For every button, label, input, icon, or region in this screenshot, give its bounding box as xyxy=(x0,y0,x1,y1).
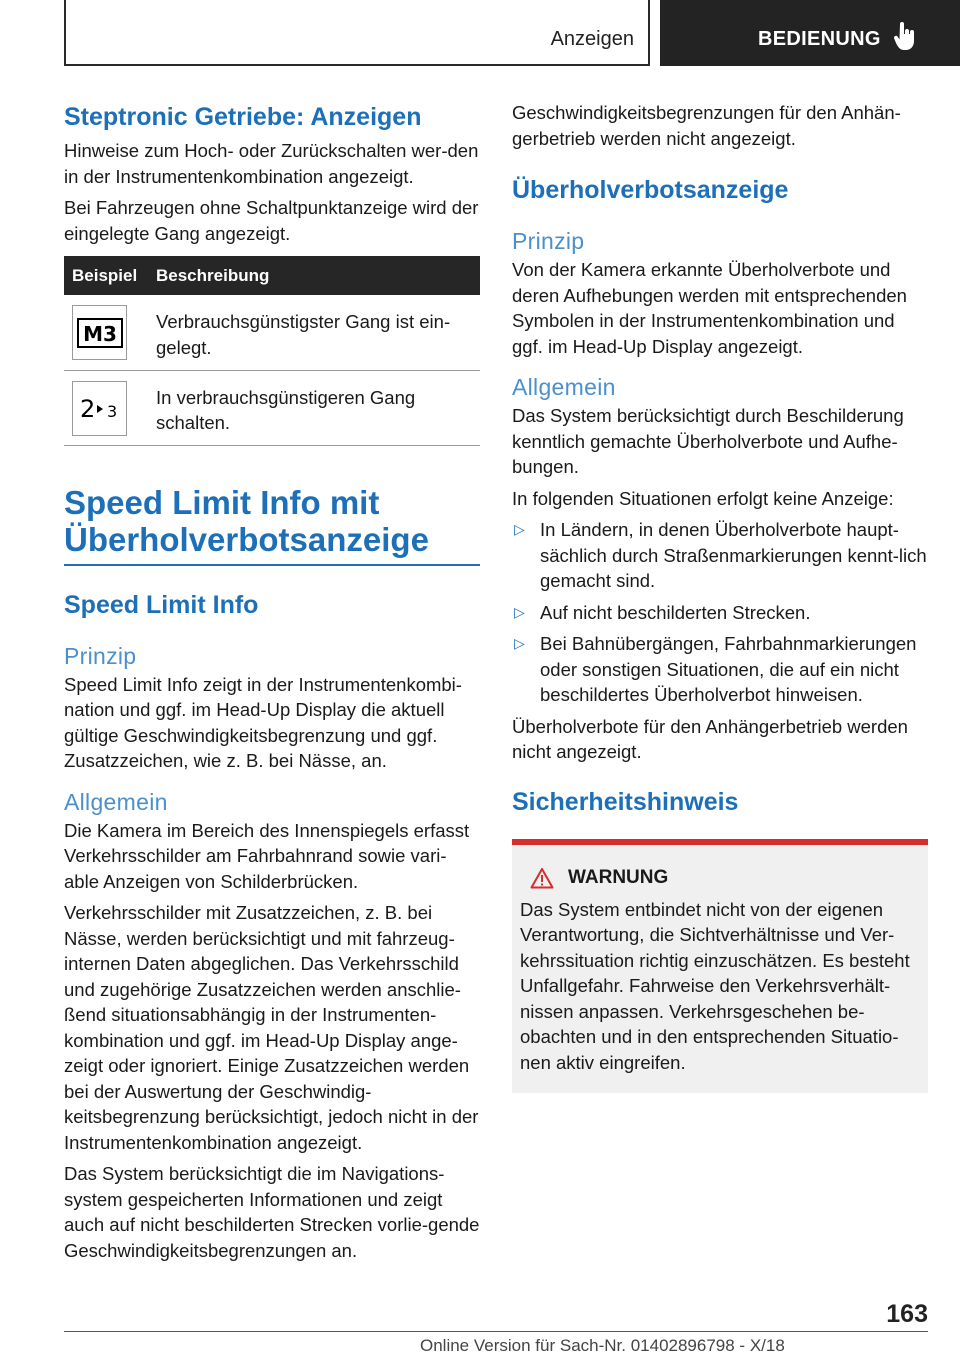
warning-box xyxy=(512,839,928,1094)
triangle-bullet-icon: ▷ xyxy=(514,521,525,537)
svg-text:3: 3 xyxy=(106,402,117,421)
sli-allgemein-paragraph-3: Das System berücksichtigt die im Navigations-system gespeicherten Informationen und zeigt auch auf nicht beschilderten Strecken vorlie-gende Geschwindigkeitsbegrenzungen an. xyxy=(64,1163,480,1261)
steptronic-paragraph-2: Bei Fahrzeugen ohne Schaltpunktanzeige wird der eingelegte Gang angezeigt. xyxy=(64,197,479,244)
table-header-row xyxy=(64,256,480,295)
ueb-allgemein-paragraph-1: Das System berücksichtigt durch Beschilderung kenntlich gemachte Überholverbote und Aufhe-bungen. xyxy=(512,405,904,477)
pointing-hand-icon xyxy=(894,22,916,52)
gear-display-table xyxy=(64,256,480,446)
table-header-beispiel: Beispiel xyxy=(64,256,156,295)
footer-version: Online Version für Sach-Nr. 01402896798 - X/18 xyxy=(420,1336,785,1355)
list-item: ▷ In Ländern, in denen Überholverbote haupt-sächlich durch Straßenmarkierungen kennt-lich gemacht sind. xyxy=(514,519,927,591)
warning-triangle-icon xyxy=(530,867,554,889)
sli-heading: Speed Limit Info xyxy=(64,590,259,619)
triangle-bullet-icon: ▷ xyxy=(514,635,525,651)
warning-title: WARNUNG xyxy=(568,866,669,888)
sli-allgemein-paragraph-2: Verkehrsschilder mit Zusatzzeichen, z. B. bei Nässe, werden berücksichtigt und mit fahrzeug-internen Daten abgeglichen. Das Verkehrsschild und zugehörige Zusatzzeichen werden anschlie-ßend situationsabhängig in der Instrumenten-kombination und ggf. im Head-Up Display ange-zeigt oder ignoriert. Einige Zusatzzeichen werden bei der Auswertung der Geschwindig-keitsbegrenzung berücksichtigt, jedoch nicht in der Instrumentenkombination angezeigt. xyxy=(64,902,479,1153)
section-title: Anzeigen xyxy=(550,28,634,50)
heading-rule xyxy=(64,564,480,566)
gear-m3-icon xyxy=(72,305,127,360)
ueb-prinzip-paragraph: Von der Kamera erkannte Überholverbote und deren Aufhebungen werden mit entsprechenden Symbolen in der Instrumentenkombination und ggf. im Head-Up Display angezeigt. xyxy=(512,259,907,357)
list-item: ▷ Bei Bahnübergängen, Fahrbahnmarkierungen oder sonstigen Situationen, die auf ein nicht beschildertes Überholverbot hinweisen. xyxy=(514,633,917,705)
ueb-allgemein-paragraph-3: Überholverbote für den Anhängerbetrieb werden nicht angezeigt. xyxy=(512,715,908,762)
header-chapter-tab xyxy=(660,0,960,66)
sli-prinzip-heading: Prinzip xyxy=(64,642,137,669)
no-display-list xyxy=(512,517,928,708)
table-header-beschreibung: Beschreibung xyxy=(156,256,480,295)
list-item: ▷ Auf nicht beschilderten Strecken. xyxy=(512,600,928,626)
table-cell-description: Verbrauchsgünstigster Gang ist ein-gelegt. xyxy=(156,295,480,370)
footer-rule xyxy=(64,1331,928,1332)
right-column xyxy=(512,100,928,1093)
steptronic-heading: Steptronic Getriebe: Anzeigen xyxy=(64,103,422,131)
ueberholverbot-heading: Überholverbotsanzeige xyxy=(512,176,789,204)
table-row xyxy=(64,295,480,370)
left-column xyxy=(64,100,480,1269)
table-row xyxy=(64,370,480,445)
table-cell-description: In verbrauchsgünstigeren Gang schalten. xyxy=(156,370,480,445)
sli-allgemein-heading: Allgemein xyxy=(64,788,168,815)
svg-text:2: 2 xyxy=(79,395,95,423)
main-heading-line-2: Überholverbotsanzeige xyxy=(64,520,429,558)
continued-paragraph: Geschwindigkeitsbegrenzungen für den Anhän-gerbetrieb werden nicht angezeigt. xyxy=(512,102,901,149)
sli-prinzip-paragraph: Speed Limit Info zeigt in der Instrumentenkombi-nation und ggf. im Head-Up Display die aktuell gültige Geschwindigkeitsbegrenzung und ggf. Zusatzzeichen, wie z. B. bei Nässe, an. xyxy=(64,673,462,771)
chapter-title: BEDIENUNG xyxy=(758,28,881,50)
sli-allgemein-paragraph-1: Die Kamera im Bereich des Innenspiegels erfasst Verkehrsschilder am Fahrbahnrand sowie vari-able Anzeigen von Schilderbrücken. xyxy=(64,819,470,892)
ueb-allgemein-paragraph-2: In folgenden Situationen erfolgt keine Anzeige: xyxy=(512,487,894,509)
main-heading-line-1: Speed Limit Info mit xyxy=(64,483,380,521)
steptronic-paragraph-1: Hinweise zum Hoch- oder Zurückschalten wer-den in der Instrumentenkombination angezeigt. xyxy=(64,140,479,187)
ueb-prinzip-heading: Prinzip xyxy=(512,228,585,254)
header-section-tab xyxy=(64,0,650,66)
ueb-allgemein-heading: Allgemein xyxy=(512,374,616,400)
sicherheitshinweis-heading: Sicherheitshinweis xyxy=(512,787,739,816)
triangle-bullet-icon: ▷ xyxy=(514,603,525,620)
svg-text:M3: M3 xyxy=(82,321,117,346)
gear-shift-2-to-3-icon xyxy=(72,381,127,436)
warning-text: Das System entbindet nicht von der eigenen Verantwortung, die Sichtverhältnisse und Ver-kehrssituation richtig einzuschätzen. Es besteht Unfallgefahr. Fahrweise den Verkehrsverhält-nissen anpassen. Verkehrsgeschehen be-obachten und in den entsprechenden Situatio-nen aktiv eingreifen. xyxy=(520,898,910,1073)
page-number: 163 xyxy=(886,1300,928,1328)
